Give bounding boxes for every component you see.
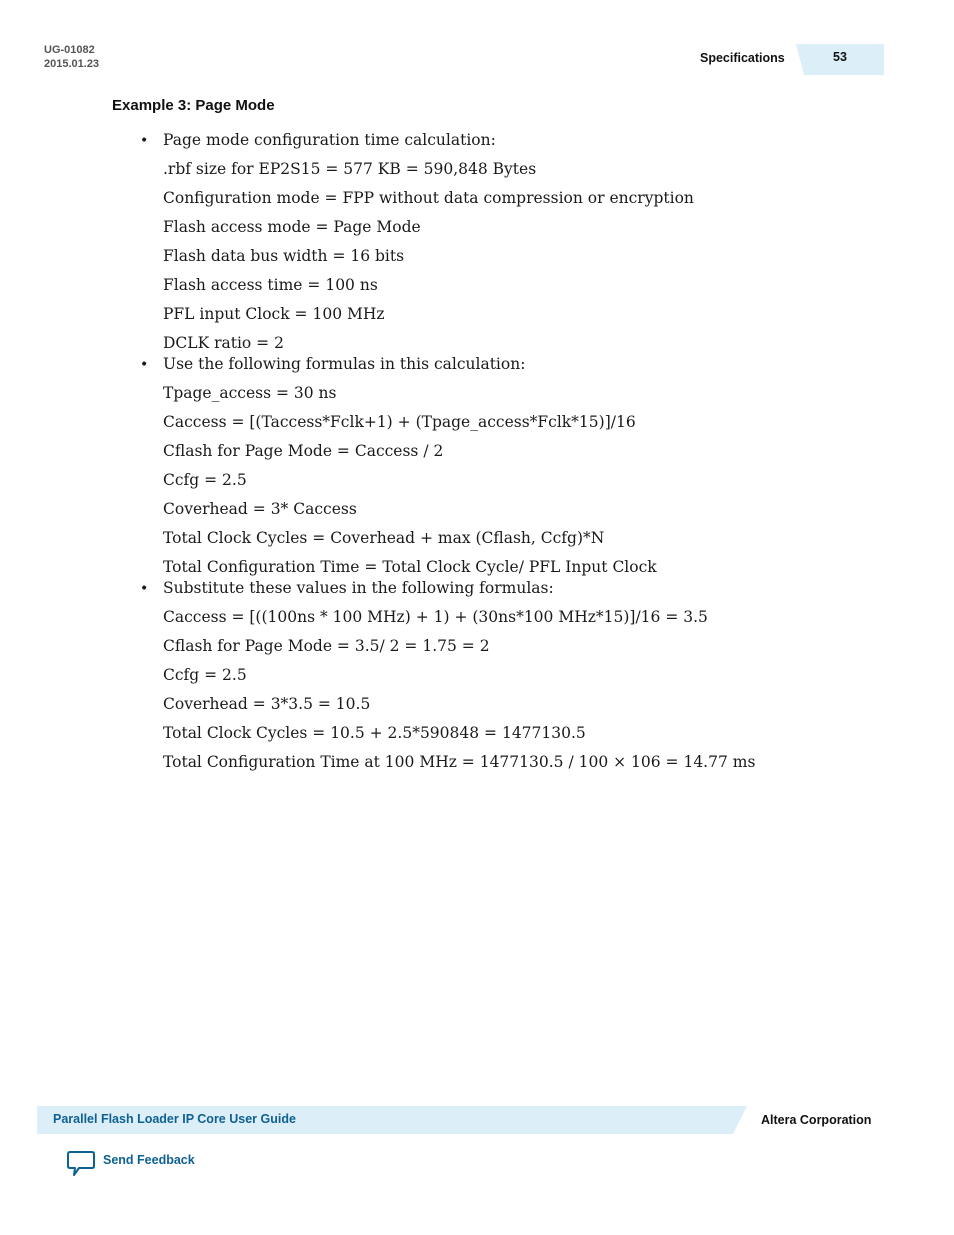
list-item: Flash data bus width = 16 bits <box>163 247 405 265</box>
section-label: Specifications <box>700 51 785 65</box>
list-item: Total Configuration Time at 100 MHz = 1477130.5 / 100 × 106 = 14.77 ms <box>163 753 756 771</box>
list-item: Flash access mode = Page Mode <box>163 218 421 236</box>
list-item: Tpage_access = 30 ns <box>163 384 337 402</box>
list-item: Cflash for Page Mode = Caccess / 2 <box>163 442 444 460</box>
bullet-item: Use the following formulas in this calculation: <box>163 355 526 373</box>
list-item: PFL input Clock = 100 MHz <box>163 305 385 323</box>
bullet-item: Page mode configuration time calculation: <box>163 131 496 149</box>
list-item: Flash access time = 100 ns <box>163 276 378 294</box>
list-item: .rbf size for EP2S15 = 577 KB = 590,848 Bytes <box>163 160 537 178</box>
page-number: 53 <box>833 50 847 64</box>
doc-id <box>44 43 99 71</box>
list-item: Caccess = [(Taccess*Fclk+1) + (Tpage_access*Fclk*15)]/16 <box>163 413 636 431</box>
doc-date: 2015.01.23 <box>44 58 100 70</box>
list-item: Cflash for Page Mode = 3.5/ 2 = 1.75 = 2 <box>163 637 490 655</box>
list-item: Coverhead = 3*3.5 = 10.5 <box>163 695 371 713</box>
list-item: Coverhead = 3* Caccess <box>163 500 357 518</box>
footer-corporation: Altera Corporation <box>761 1113 872 1127</box>
list-item: Ccfg = 2.5 <box>163 666 247 684</box>
bullet-marker: • <box>140 581 149 597</box>
list-item: Total Clock Cycles = Coverhead + max (Cflash, Ccfg)*N <box>163 529 605 547</box>
doc-code: UG-01082 <box>44 44 95 56</box>
bullet-marker: • <box>140 133 149 149</box>
list-item: Configuration mode = FPP without data compression or encryption <box>163 189 694 207</box>
bullet-marker: • <box>140 357 149 373</box>
send-feedback-link[interactable]: Send Feedback <box>103 1153 195 1167</box>
example-title: Example 3: Page Mode <box>112 97 275 114</box>
footer-guide-title[interactable]: Parallel Flash Loader IP Core User Guide <box>53 1112 296 1126</box>
bullet-item: Substitute these values in the following formulas: <box>163 579 554 597</box>
list-item: Total Configuration Time = Total Clock Cycle/ PFL Input Clock <box>163 558 657 576</box>
list-item: Ccfg = 2.5 <box>163 471 247 489</box>
list-item: Total Clock Cycles = 10.5 + 2.5*590848 = 1477130.5 <box>163 724 586 742</box>
list-item: Caccess = [((100ns * 100 MHz) + 1) + (30ns*100 MHz*15)]/16 = 3.5 <box>163 608 708 626</box>
list-item: DCLK ratio = 2 <box>163 334 284 352</box>
feedback-icon[interactable] <box>66 1150 96 1178</box>
